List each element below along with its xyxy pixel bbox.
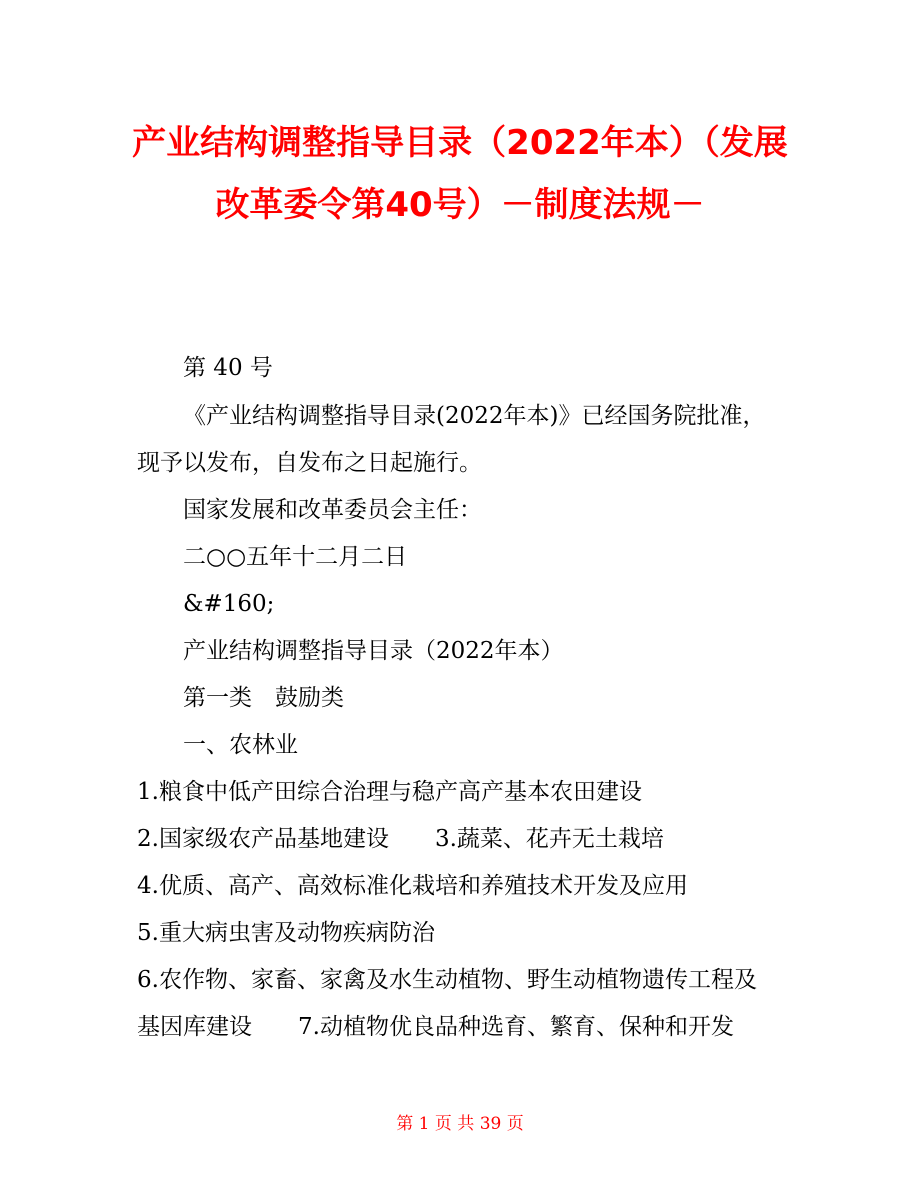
list-item: 6.农作物、家畜、家禽及水生动植物、野生动植物遗传工程及 <box>137 967 757 993</box>
list-item: 5.重大病虫害及动物疾病防治 <box>137 920 435 946</box>
order-number: 第 40 号 <box>183 355 273 381</box>
list-item: 2.国家级农产品基地建设 3.蔬菜、花卉无土栽培 <box>137 826 664 852</box>
nbsp-entity-line: &#160; <box>183 591 275 617</box>
signatory-line: 国家发展和改革委员会主任： <box>183 497 482 523</box>
catalog-title: 产业结构调整指导目录（2022年本） <box>183 638 564 664</box>
date-line: 二○○五年十二月二日 <box>183 544 408 570</box>
body-line: 《产业结构调整指导目录(2022年本)》已经国务院批准， <box>183 403 766 429</box>
section-heading: 一、农林业 <box>183 732 298 758</box>
list-item: 1.粮食中低产田综合治理与稳产高产基本农田建设 <box>137 779 642 805</box>
body-line: 现予以发布，自发布之日起施行。 <box>137 450 482 476</box>
list-item: 基因库建设 7.动植物优良品种选育、繁育、保种和开发 <box>137 1014 734 1040</box>
document-title: 产业结构调整指导目录（2022年本）（发展改革委令第40号）－制度法规－ <box>132 123 788 225</box>
list-item: 4.优质、高产、高效标准化栽培和养殖技术开发及应用 <box>137 873 688 899</box>
page-number-footer: 第 1 页 共 39 页 <box>396 1114 524 1134</box>
category-heading: 第一类 鼓励类 <box>183 685 344 711</box>
